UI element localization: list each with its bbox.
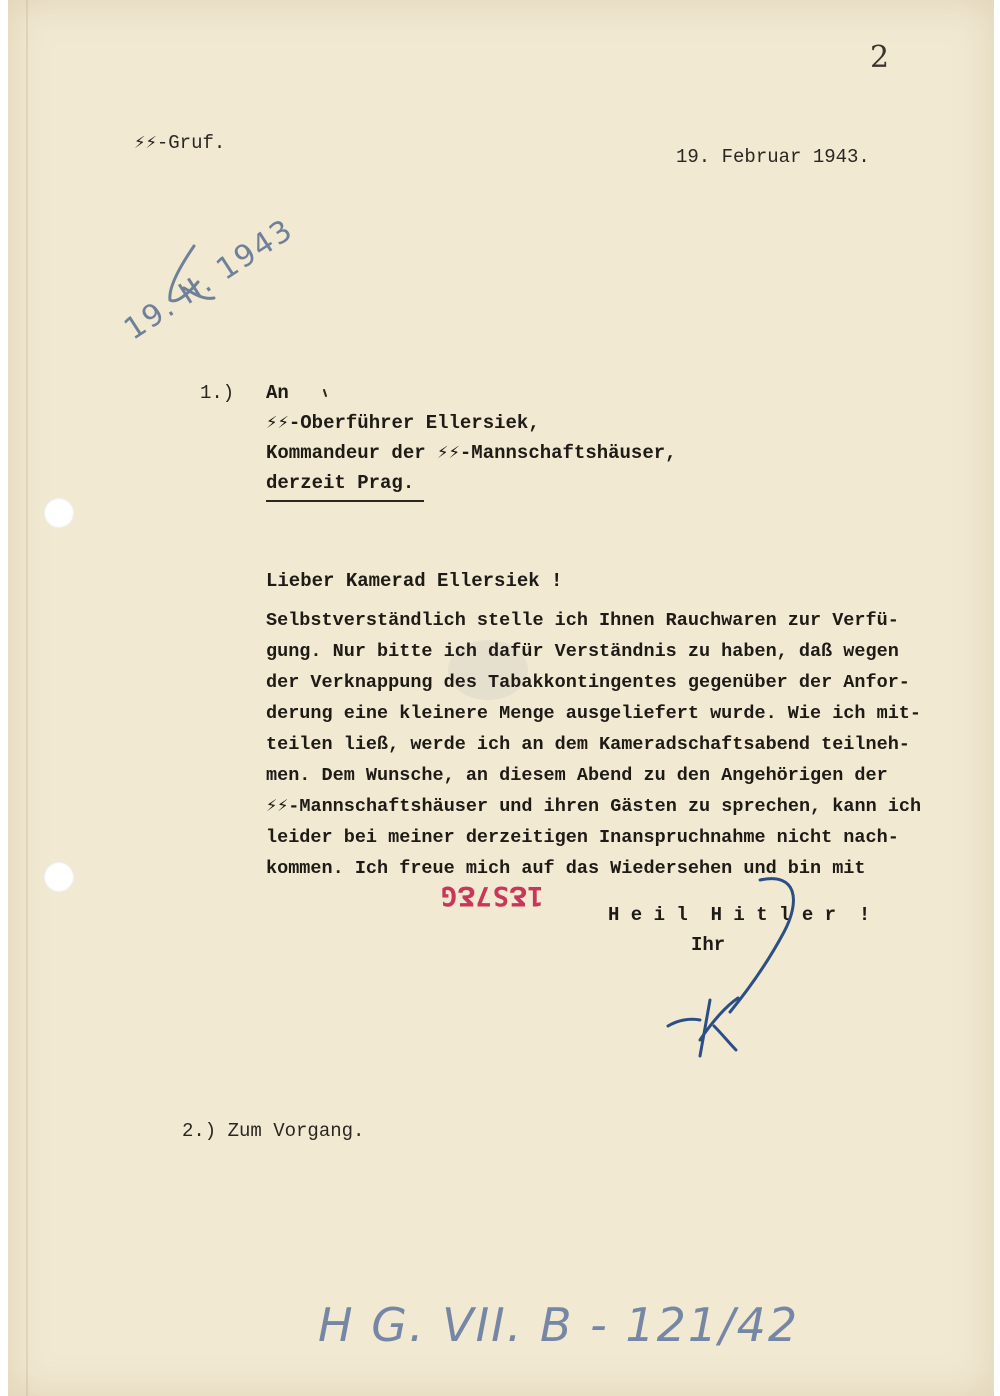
sender-line: ⚡⚡-Gruf. xyxy=(134,132,226,154)
document-page xyxy=(8,0,994,1396)
body-line: teilen ließ, werde ich an dem Kameradschaftsabend teilneh- xyxy=(266,734,910,755)
body-line: gung. Nur bitte ich dafür Verständnis zu haben, daß wegen xyxy=(266,641,899,662)
handwritten-marks xyxy=(8,0,994,1396)
recipient-line-location: derzeit Prag. xyxy=(266,472,415,494)
received-date-stamp: 19. II. 1943 xyxy=(118,212,301,348)
signature-stroke xyxy=(668,1019,700,1026)
closing-greeting: H e i l H i t l e r ! xyxy=(608,904,871,926)
body-line: ⚡⚡-Mannschaftshäuser und ihren Gästen zu sprechen, kann ich xyxy=(266,796,922,817)
recipient-line-name: ⚡⚡-Oberführer Ellersiek, xyxy=(266,412,540,434)
body-line: men. Dem Wunsche, an diesem Abend zu den Angehörigen der xyxy=(266,765,888,786)
letter-date: 19. Februar 1943. xyxy=(676,146,870,168)
body-line: leider bei meiner derzeitigen Inanspruchnahme nicht nach- xyxy=(266,827,899,848)
closing-ihr: Ihr xyxy=(691,934,726,956)
body-line: Selbstverständlich stelle ich Ihnen Rauchwaren zur Verfü- xyxy=(266,610,899,631)
recipient-line-title: Kommandeur der ⚡⚡-Mannschaftshäuser, xyxy=(266,442,677,464)
signature-hook xyxy=(700,998,738,1056)
salutation: Lieber Kamerad Ellersiek ! xyxy=(266,570,563,592)
recipient-line-an: An xyxy=(266,382,289,404)
pencil-initial-mark xyxy=(170,246,214,301)
body-line: kommen. Ich freue mich auf das Wiedersehen und bin mit xyxy=(266,858,866,879)
body-line: derung eine kleinere Menge ausgeliefert wurde. Wie ich mit- xyxy=(266,703,922,724)
second-item: 2.) Zum Vorgang. xyxy=(182,1120,365,1142)
body-line: der Verknappung des Tabakkontingentes gegenüber der Anfor- xyxy=(266,672,910,693)
archive-reference: H G. VII. B - 121/42 xyxy=(318,1298,800,1352)
red-registry-stamp: 1ƸS7ƸG xyxy=(440,880,544,911)
folio-number: 2 xyxy=(870,40,890,75)
ink-tick xyxy=(324,390,326,396)
item-number-1: 1.) xyxy=(200,382,235,404)
signature-loop xyxy=(730,879,793,1012)
